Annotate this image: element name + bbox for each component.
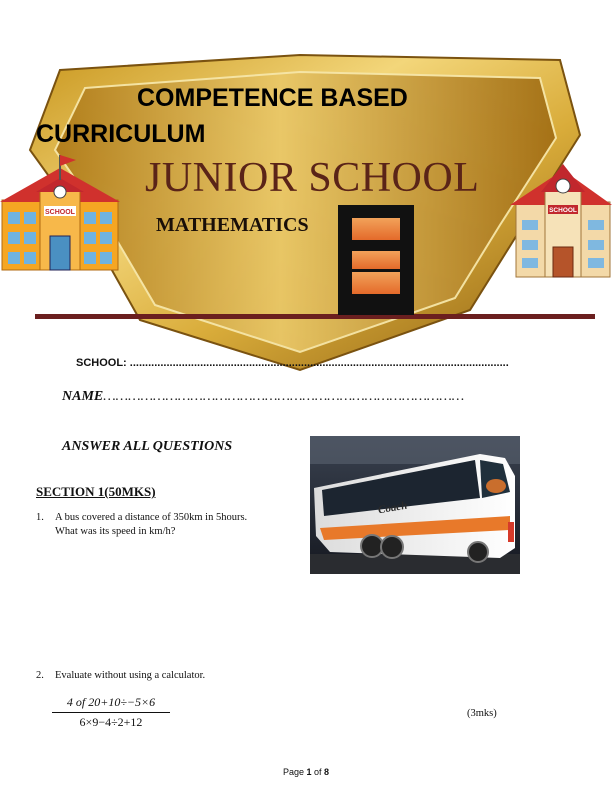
subject-title: MATHEMATICS [156, 214, 309, 236]
name-label: NAME [62, 389, 104, 404]
school-dots: ............................................................................................................................ [129, 357, 509, 369]
fraction-denominator: 6×9−4÷2+12 [79, 715, 143, 729]
section-title: SECTION 1(50MKS) [36, 484, 156, 499]
school-title: JUNIOR SCHOOL [145, 155, 480, 201]
school-label: SCHOOL: [76, 357, 130, 369]
header-line-1: COMPETENCE BASED [137, 84, 408, 112]
school-field [76, 357, 509, 369]
school-sign-left: SCHOOL [45, 209, 75, 216]
question-2-text: Evaluate without using a calculator. [55, 670, 206, 681]
bus-photo [310, 436, 520, 574]
question-1-line-2: What was its speed in km/h? [55, 526, 176, 537]
question-1-text [55, 511, 295, 539]
question-2-number: 2. [36, 670, 44, 681]
fraction-numerator: 4 of 20+10÷−5×6 [52, 695, 170, 713]
page-footer [0, 767, 612, 777]
school-sign-right: SCHOOL [549, 207, 577, 214]
name-dots: …………………………………………………………………………… [103, 389, 465, 404]
name-field [62, 389, 464, 405]
footer-current-page: 1 [306, 767, 312, 777]
question-1-number: 1. [36, 512, 44, 523]
footer-prefix: Page [282, 767, 307, 777]
question-2-marks: (3mks) [467, 708, 497, 719]
question-2-fraction [52, 695, 170, 730]
question-1-line-1: A bus covered a distance of 350km in 5hours. [55, 512, 248, 523]
grade-number-icon [338, 205, 414, 315]
footer-total-pages: 8 [324, 767, 330, 777]
bus-brand-text: Coach [377, 499, 409, 517]
instruction-text: ANSWER ALL QUESTIONS [62, 439, 233, 454]
footer-middle: of [311, 767, 325, 777]
header-line-2: CURRICULUM [36, 120, 206, 148]
